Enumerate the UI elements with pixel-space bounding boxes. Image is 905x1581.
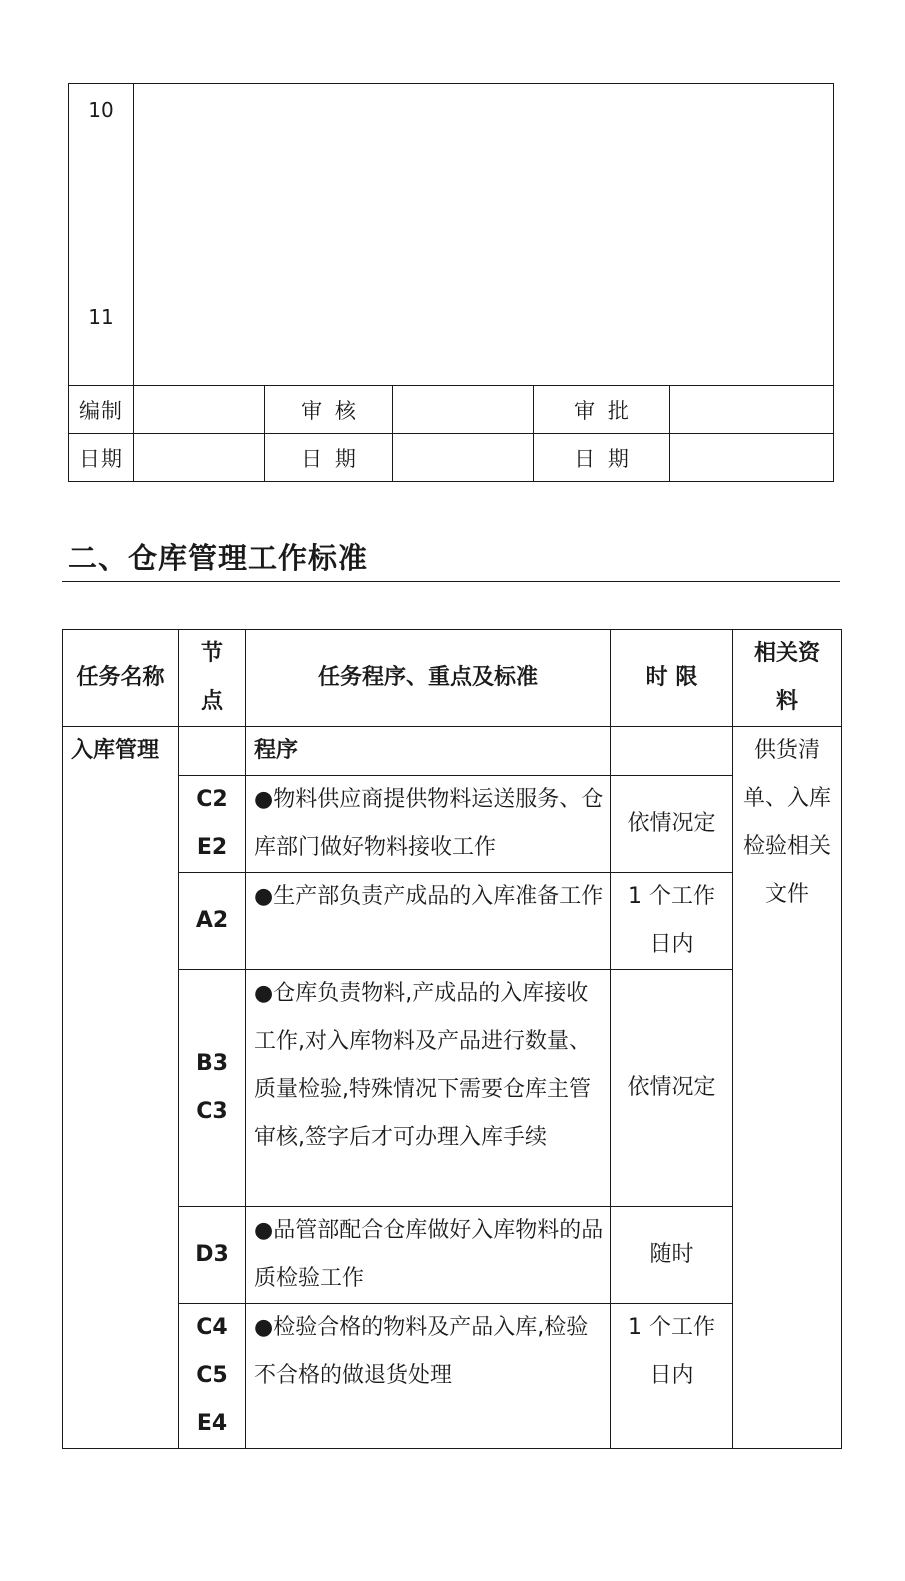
prepared-value[interactable] [134, 386, 265, 434]
time-limit: 1 个工作日内 [611, 873, 733, 970]
approved-value[interactable] [670, 386, 834, 434]
node-code: B3 [195, 1051, 229, 1076]
date-row [69, 434, 834, 482]
table-row [63, 970, 842, 1207]
date-label-3: 日 期 [534, 434, 670, 482]
table-row [63, 727, 842, 776]
date-value-2[interactable] [393, 434, 534, 482]
header-time-limit: 时 限 [611, 630, 733, 727]
time-limit: 1 个工作日内 [611, 1304, 733, 1449]
section-title: 二、仓库管理工作标准 [68, 541, 369, 575]
time-limit: 依情况定 [611, 970, 733, 1207]
node-code: E2 [196, 835, 228, 860]
header-reference-line1: 相关资 [753, 641, 820, 666]
section-divider [62, 581, 840, 582]
date-label-1: 日期 [69, 434, 134, 482]
header-node-line2: 点 [200, 689, 223, 714]
approved-label: 审 批 [534, 386, 670, 434]
procedure-text: ●仓库负责物料,产成品的入库接收工作,对入库物料及产品进行数量、质量检验,特殊情况下需要仓库主管审核,签字后才可办理入库手续 [246, 970, 611, 1207]
content-cell [134, 84, 834, 386]
date-value-3[interactable] [670, 434, 834, 482]
procedure-text: ●物料供应商提供物料运送服务、仓库部门做好物料接收工作 [246, 776, 611, 873]
standards-table [62, 629, 842, 1449]
node-code: E4 [196, 1411, 228, 1436]
table-row [63, 776, 842, 873]
table-row [63, 873, 842, 970]
header-reference-line2: 料 [775, 689, 798, 714]
node-cell [179, 1207, 246, 1304]
node-code: C4 [196, 1315, 228, 1340]
time-limit: 随时 [611, 1207, 733, 1304]
procedure-heading: 程序 [246, 727, 611, 776]
task-name-cell: 入库管理 [63, 727, 179, 1449]
procedure-text: ●检验合格的物料及产品入库,检验不合格的做退货处理 [246, 1304, 611, 1449]
row-number-11: 11 [88, 305, 114, 329]
node-code: A2 [195, 908, 229, 933]
header-task-name: 任务名称 [63, 630, 179, 727]
prepared-label: 编制 [69, 386, 134, 434]
node-code: C5 [196, 1363, 228, 1388]
limit-cell-empty [611, 727, 733, 776]
time-limit: 依情况定 [611, 776, 733, 873]
date-value-1[interactable] [134, 434, 265, 482]
node-cell-empty [179, 727, 246, 776]
node-cell [179, 776, 246, 873]
node-cell [179, 1304, 246, 1449]
table-row [63, 1207, 842, 1304]
header-node-line1: 节 [200, 641, 223, 666]
node-cell [179, 970, 246, 1207]
row-number-cell [69, 84, 134, 386]
header-procedure: 任务程序、重点及标准 [246, 630, 611, 727]
date-label-2: 日 期 [265, 434, 393, 482]
row-number-10: 10 [88, 98, 114, 122]
procedure-text: ●品管部配合仓库做好入库物料的品质检验工作 [246, 1207, 611, 1304]
procedure-text: ●生产部负责产成品的入库准备工作 [246, 873, 611, 970]
node-code: C3 [196, 1099, 228, 1124]
sign-row [69, 386, 834, 434]
header-reference [733, 630, 842, 727]
header-row [63, 630, 842, 727]
node-code: D3 [195, 1242, 229, 1267]
reviewed-label: 审 核 [265, 386, 393, 434]
header-node [179, 630, 246, 727]
table-row [69, 84, 834, 386]
table-row [63, 1304, 842, 1449]
reviewed-value[interactable] [393, 386, 534, 434]
node-cell [179, 873, 246, 970]
top-table [68, 83, 834, 482]
reference-cell: 供货清单、入库检验相关文件 [733, 727, 842, 1449]
node-code: C2 [196, 787, 228, 812]
